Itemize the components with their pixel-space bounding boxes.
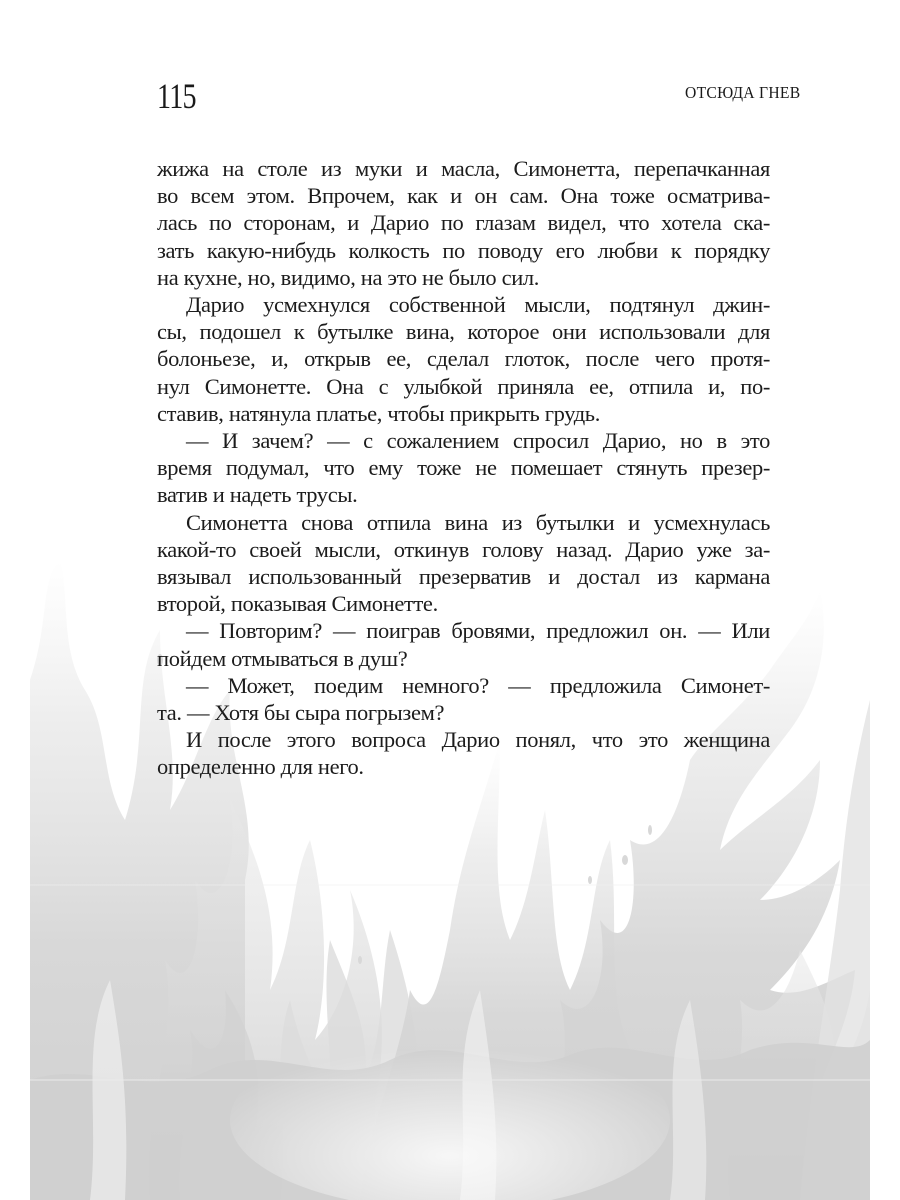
paragraph bbox=[157, 155, 770, 291]
text-line: пойдем отмываться в душ? bbox=[157, 645, 408, 671]
text-line: — И зачем? — с сожалением спросил Дарио, но в это bbox=[186, 428, 770, 454]
running-head-title: ОТСЮДА ГНЕВ bbox=[684, 83, 800, 102]
text-line: на кухне, но, видимо, на это не было сил. bbox=[157, 264, 540, 290]
text-line: — Повторим? — поиграв бровями, предложил он. — Или bbox=[186, 618, 770, 644]
text-line: во всем этом. Впрочем, как и он сам. Она тоже осматрива- bbox=[157, 183, 770, 209]
text-line: та. — Хотя бы сыра погрызем? bbox=[157, 700, 445, 726]
text-line: И после этого вопроса Дарио понял, что это женщина bbox=[186, 727, 770, 753]
text-line: зать какую-нибудь колкость по поводу его любви к порядку bbox=[157, 237, 770, 263]
text-line: жижа на столе из муки и масла, Симонетта, перепачканная bbox=[157, 156, 770, 181]
paragraph bbox=[157, 726, 770, 780]
body-text bbox=[157, 155, 770, 781]
paragraph bbox=[157, 672, 770, 726]
text-line: нул Симонетте. Она с улыбкой приняла ее, отпила и, по- bbox=[157, 373, 770, 399]
text-line: сы, подошел к бутылке вина, которое они использовали для bbox=[157, 319, 770, 345]
paragraph bbox=[157, 291, 770, 427]
text-line: — Может, поедим немного? — предложила Симонет- bbox=[186, 672, 770, 698]
text-line: болоньезе, и, открыв ее, сделал глоток, после чего протя- bbox=[157, 346, 770, 372]
text-line: второй, показывая Симонетте. bbox=[157, 591, 438, 617]
paragraph bbox=[157, 427, 770, 509]
text-line: вязывал использованный презерватив и достал из кармана bbox=[157, 564, 770, 590]
text-line: определенно для него. bbox=[157, 754, 364, 780]
page-header bbox=[157, 74, 800, 124]
paragraph bbox=[157, 509, 770, 618]
text-line: время подумал, что ему тоже не помешает стянуть презер- bbox=[157, 455, 770, 481]
page-number: 115 bbox=[157, 76, 196, 116]
text-line: ставив, натянула платье, чтобы прикрыть грудь. bbox=[157, 400, 600, 426]
paragraph bbox=[157, 617, 770, 671]
text-line: какой-то своей мысли, откинув голову назад. Дарио уже за- bbox=[157, 536, 770, 562]
text-line: лась по сторонам, и Дарио по глазам видел, что хотела ска- bbox=[157, 210, 770, 236]
text-line: Дарио усмехнулся собственной мысли, подтянул джин- bbox=[186, 292, 770, 318]
text-line: ватив и надеть трусы. bbox=[157, 482, 358, 508]
text-line: Симонетта снова отпила вина из бутылки и усмехнулась bbox=[186, 509, 770, 535]
